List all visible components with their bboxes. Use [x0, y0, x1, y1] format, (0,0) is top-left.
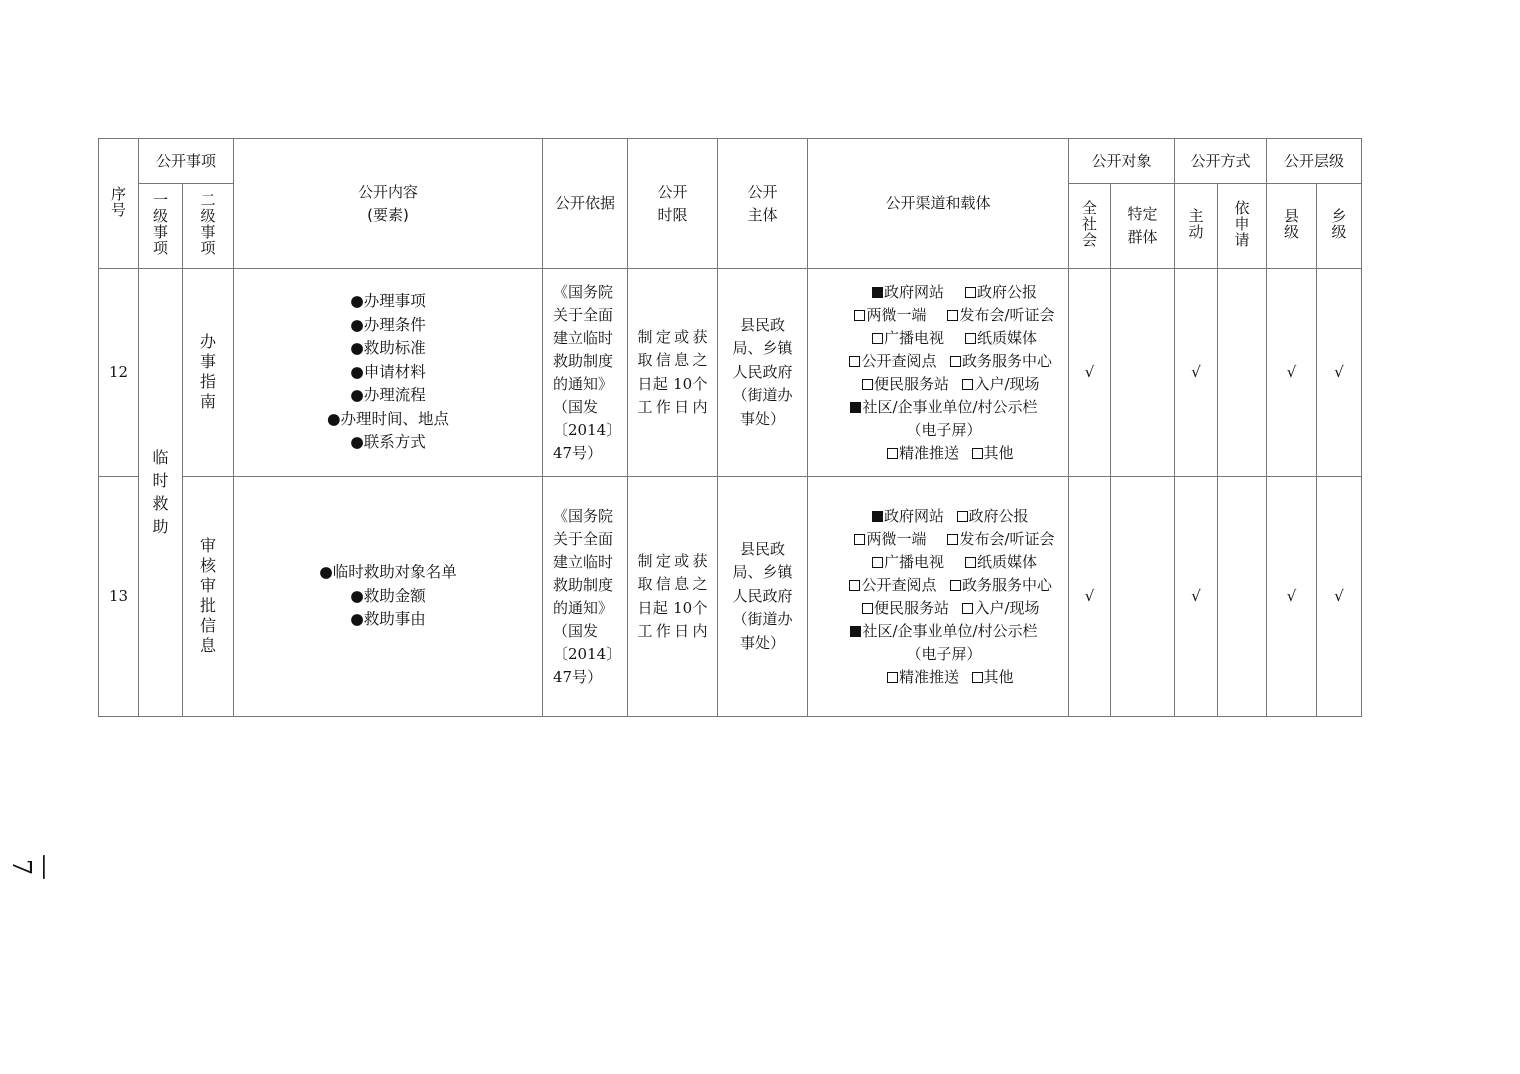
list-item: ●办理条件: [350, 315, 426, 334]
header-method: 公开方式: [1175, 139, 1267, 184]
channels-cell: 政府网站 政府公报 两微一端 发布会/听证会 广播电视 纸质媒体 公开查阅点 政务服务中心 便民服务站 入户/现场 社区/企事业单位/村公示栏 （电子屏） 精准推送 其他: [808, 269, 1069, 477]
level-town-mark: √: [1317, 269, 1362, 477]
checkbox-icon: [950, 356, 961, 367]
list-item: ●救助标准: [350, 339, 426, 358]
checkbox-icon: [962, 379, 973, 390]
checkbox-icon: [887, 448, 898, 459]
target-all-mark: √: [1069, 477, 1111, 717]
level-county-mark: √: [1267, 269, 1317, 477]
checkbox-icon: [972, 448, 983, 459]
checkbox-icon: [965, 333, 976, 344]
target-specific-mark: [1111, 477, 1175, 717]
header-target: 公开对象: [1069, 139, 1175, 184]
list-item: ●救助事由: [350, 610, 426, 629]
basis-cell: 《国务院关于全面建立临时救助制度的通知》（国发〔2014〕47号）: [543, 269, 628, 477]
header-method-request: 依申请: [1218, 184, 1267, 269]
list-item: ●申请材料: [350, 362, 426, 381]
header-level-county: 县级: [1267, 184, 1317, 269]
checkbox-icon: [872, 333, 883, 344]
header-basis: 公开依据: [543, 139, 628, 269]
level-town-mark: √: [1317, 477, 1362, 717]
list-item: ●联系方式: [350, 433, 426, 452]
row-seq: 13: [99, 477, 139, 717]
header-seq: 序号: [99, 139, 139, 269]
checked-box-icon: [850, 402, 861, 413]
table-row: [99, 269, 1362, 477]
level2-item: 审核审批信息: [183, 477, 234, 717]
list-item: ●办理时间、地点: [327, 409, 450, 428]
method-request-mark: [1218, 269, 1267, 477]
row-seq: 12: [99, 269, 139, 477]
checkbox-icon: [862, 603, 873, 614]
checkbox-icon: [972, 672, 983, 683]
method-active-mark: √: [1175, 269, 1218, 477]
checkbox-icon: [947, 534, 958, 545]
checkbox-icon: [947, 310, 958, 321]
checkbox-icon: [854, 310, 865, 321]
header-target-specific: 特定 群体: [1111, 184, 1175, 269]
header-level: 公开层级: [1267, 139, 1362, 184]
list-item: ●办理流程: [350, 386, 426, 405]
checkbox-icon: [962, 603, 973, 614]
target-all-mark: √: [1069, 269, 1111, 477]
page-number: — 7: [6, 854, 60, 880]
time-limit-cell: 制定或获 取信息之 日起 10个 工作日内: [628, 269, 718, 477]
disclosure-table: [98, 138, 1362, 717]
checkbox-icon: [957, 511, 968, 522]
checkbox-icon: [862, 379, 873, 390]
method-request-mark: [1218, 477, 1267, 717]
checkbox-icon: [872, 557, 883, 568]
checkbox-icon: [849, 580, 860, 591]
method-active-mark: √: [1175, 477, 1218, 717]
checked-box-icon: [872, 511, 883, 522]
subject-cell: 县民政局、乡镇人民政府（街道办事处）: [718, 477, 808, 717]
level-county-mark: √: [1267, 477, 1317, 717]
level2-item: 办事指南: [183, 269, 234, 477]
list-item: ●临时救助对象名单: [319, 563, 457, 582]
content-list: [234, 269, 543, 477]
header-subject: 公开 主体: [718, 139, 808, 269]
header-level2: 二级事项: [183, 184, 234, 269]
subject-cell: 县民政局、乡镇人民政府（街道办事处）: [718, 269, 808, 477]
checkbox-icon: [950, 580, 961, 591]
checked-box-icon: [850, 626, 861, 637]
target-specific-mark: [1111, 269, 1175, 477]
header-target-all: 全社会: [1069, 184, 1111, 269]
level1-item: 临时救助: [139, 269, 183, 717]
header-content: 公开内容 (要素): [234, 139, 543, 269]
channels-cell: 政府网站 政府公报 两微一端 发布会/听证会 广播电视 纸质媒体 公开查阅点 政务服务中心 便民服务站 入户/现场 社区/企事业单位/村公示栏 （电子屏） 精准推送 其他: [808, 477, 1069, 717]
content-list: [234, 477, 543, 717]
checkbox-icon: [965, 557, 976, 568]
time-limit-cell: 制定或获 取信息之 日起 10个 工作日内: [628, 477, 718, 717]
checkbox-icon: [854, 534, 865, 545]
checked-box-icon: [872, 287, 883, 298]
header-level-town: 乡级: [1317, 184, 1362, 269]
checkbox-icon: [887, 672, 898, 683]
list-item: ●救助金额: [350, 586, 426, 605]
header-time-limit: 公开 时限: [628, 139, 718, 269]
checkbox-icon: [965, 287, 976, 298]
header-channels: 公开渠道和载体: [808, 139, 1069, 269]
list-item: ●办理事项: [350, 292, 426, 311]
header-level1: 一级事项: [139, 184, 183, 269]
header-row-1: [99, 139, 1362, 184]
table-row: [99, 477, 1362, 717]
basis-cell: 《国务院关于全面建立临时救助制度的通知》（国发〔2014〕47号）: [543, 477, 628, 717]
checkbox-icon: [849, 356, 860, 367]
header-method-active: 主动: [1175, 184, 1218, 269]
header-disclosure-items: 公开事项: [139, 139, 234, 184]
